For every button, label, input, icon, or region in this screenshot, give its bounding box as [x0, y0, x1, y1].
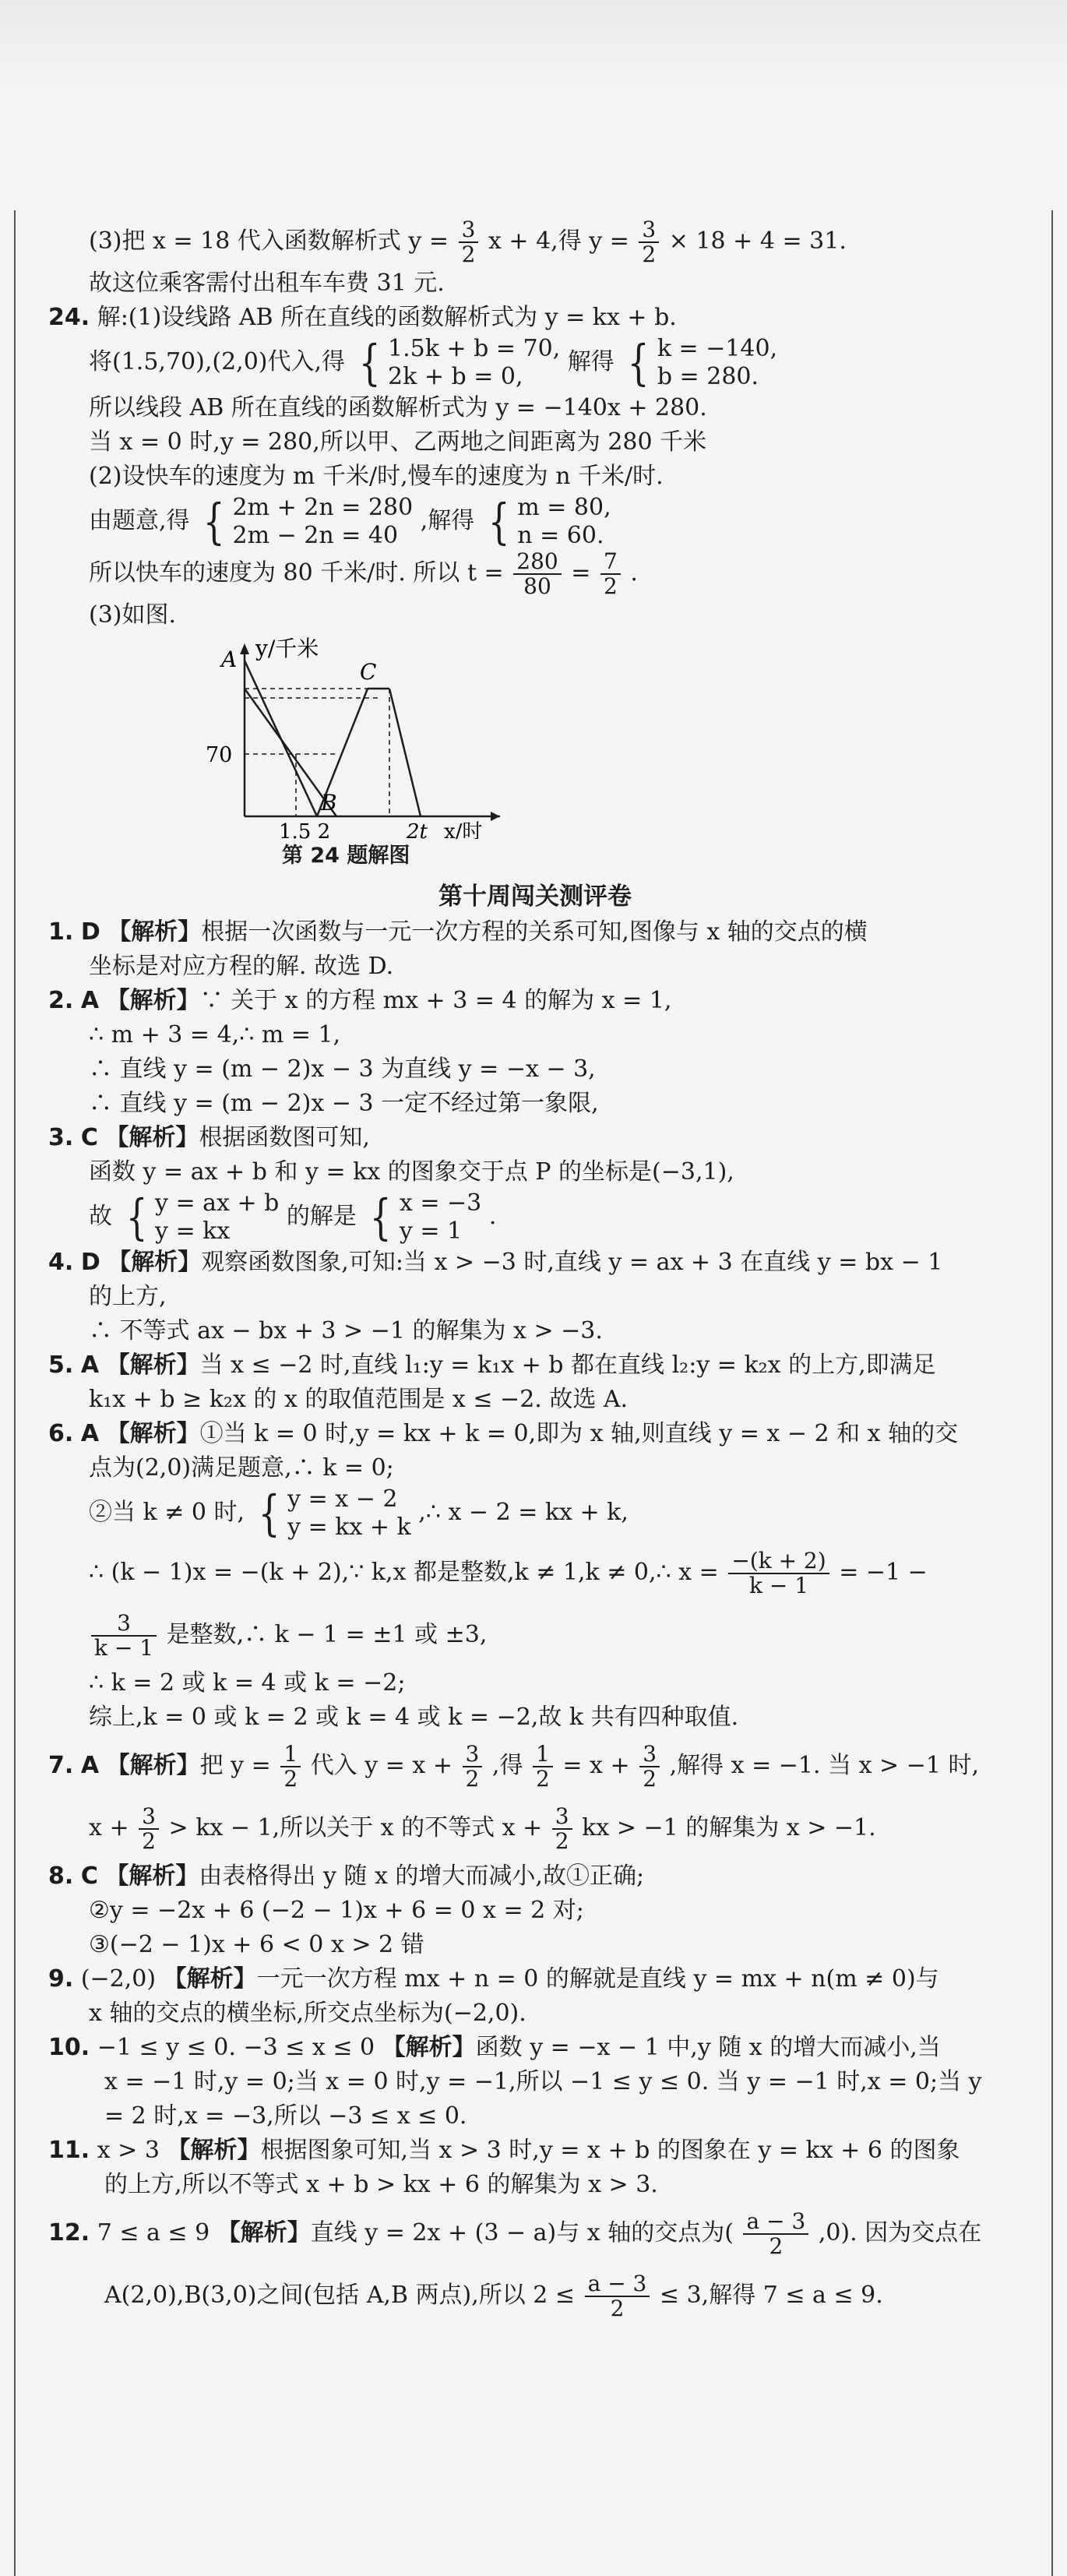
- answer-12-line-1: 12. 7 ≤ a ≤ 9 【解析】直线 y = 2x + (3 − a)与 x 轴的交点为( $\frac{a - 3}{2}$ ,0). 因为交点在: [48, 2208, 982, 2259]
- distance-time-graph: [173, 633, 562, 839]
- answer-10-line-3: = 2 时,x = −3,所以 −3 ≤ x ≤ 0.: [104, 2102, 467, 2130]
- answer-2-line-3: ∴ 直线 y = (m − 2)x − 3 为直线 y = −x − 3,: [89, 1055, 596, 1083]
- answer-6-line-5: $\frac{3}{k - 1}$ 是整数,∴ k − 1 = ±1 或 ±3,: [48, 1604, 1022, 1666]
- q24-line-5: (2)设快车的速度为 m 千米/时,慢车的速度为 n 千米/时.: [89, 463, 664, 490]
- answer-8-line-3: ③(−2 − 1)x + 6 < 0 x > 2 错: [89, 1931, 424, 1958]
- answer-9-line-2: x 轴的交点的横坐标,所交点坐标为(−2,0).: [89, 2000, 526, 2027]
- answer-11-line-2: 的上方,所以不等式 x + b > kx + 6 的解集为 x > 3.: [104, 2171, 658, 2198]
- answer-10-line-2: x = −1 时,y = 0;当 x = 0 时,y = −1,所以 −1 ≤ y ≤ 0. 当 y = −1 时,x = 0;当 y: [104, 2068, 982, 2095]
- fraction: $\frac{3}{2}$: [463, 1743, 483, 1791]
- fraction: $\frac{3}{2}$: [459, 218, 479, 266]
- fraction: $\frac{-(k + 2)}{k - 1}$: [728, 1549, 829, 1598]
- page-content: [48, 218, 1022, 2327]
- q24-line-1: 24. 解:(1)设线路 AB 所在直线的函数解析式为 y = kx + b.: [48, 304, 677, 331]
- answer-2-line-2: ∴ m + 3 = 4,∴ m = 1,: [89, 1021, 341, 1048]
- point-B-label: B: [321, 790, 337, 816]
- fraction: $\frac{7}{2}$: [600, 550, 621, 598]
- answer-3-line-3: 故 { y = ax + b y = kx 的解是 { x = −3 y = 1 .: [89, 1189, 497, 1246]
- q24-line-6: 由题意,得 { 2m + 2n = 280 2m − 2n = 40 ,解得 { m = 80, n = 60.: [89, 493, 611, 550]
- answer-2-line-4: ∴ 直线 y = (m − 2)x − 3 一定不经过第一象限,: [89, 1090, 599, 1117]
- equation-system: { y = x − 2 y = kx + k: [258, 1485, 411, 1542]
- q24-line-7: 所以快车的速度为 80 千米/时. 所以 t = $\frac{280}{80}$ = $\frac{7}{2}$ .: [89, 548, 638, 599]
- q24-line-4: 当 x = 0 时,y = 280,所以甲、乙两地之间距离为 280 千米: [89, 428, 707, 456]
- answer-7-line-1: 7. A 【解析】把 y = $\frac{1}{2}$ 代入 y = x + $\frac{3}{2}$ ,得 $\frac{1}{2}$ = x + $\frac{3}{2}$ ,解得 x = −1. 当 x > −1 时,: [48, 1741, 980, 1792]
- answer-6-line-4: ∴ (k − 1)x = −(k + 2),∵ k,x 都是整数,k ≠ 1,k ≠ 0,∴ x = $\frac{-(k + 2)}{k - 1}$ = −1 −: [89, 1548, 928, 1598]
- fraction: $\frac{a - 3}{2}$: [585, 2272, 650, 2321]
- solution-system: { k = −140, b = 280.: [628, 334, 778, 391]
- answer-8-line-1: 8. C 【解析】由表格得出 y 随 x 的增大而减小,故①正确;: [48, 1862, 645, 1890]
- solution-system: { m = 80, n = 60.: [488, 493, 611, 550]
- answer-7-line-2: x + $\frac{3}{2}$ > kx − 1,所以关于 x 的不等式 x + $\frac{3}{2}$ kx > −1 的解集为 x > −1.: [89, 1803, 876, 1854]
- right-margin-rule: [1051, 210, 1053, 2576]
- equation-system: { 1.5k + b = 70, 2k + b = 0,: [358, 334, 561, 391]
- fraction: $\frac{280}{80}$: [513, 550, 561, 598]
- point-A-label: A: [221, 647, 238, 672]
- answer-6-line-2: 点为(2,0)满足题意,∴ k = 0;: [89, 1454, 394, 1482]
- answer-6-line-6: ∴ k = 2 或 k = 4 或 k = −2;: [89, 1669, 406, 1697]
- tick-1-5-2: 1.5 2: [279, 820, 331, 839]
- solution-system: { x = −3 y = 1: [370, 1189, 482, 1246]
- answer-4-line-2: 的上方,: [89, 1283, 167, 1310]
- fraction: $\frac{3}{2}$: [552, 1805, 572, 1853]
- answer-10-line-1: 10. −1 ≤ y ≤ 0. −3 ≤ x ≤ 0 【解析】函数 y = −x − 1 中,y 随 x 的增大而减小,当: [48, 2034, 941, 2061]
- answer-6-line-1: 6. A 【解析】①当 k = 0 时,y = kx + k = 0,即为 x 轴,则直线 y = x − 2 和 x 轴的交: [48, 1420, 959, 1447]
- section-title: 第十周闯关测评卷: [438, 883, 632, 911]
- fraction: $\frac{1}{2}$: [280, 1743, 301, 1791]
- equation-system: { y = ax + b y = kx: [125, 1189, 280, 1246]
- left-margin-rule: [14, 210, 16, 2576]
- answer-5-line-2: k₁x + b ≥ k₂x 的 x 的取值范围是 x ≤ −2. 故选 A.: [89, 1386, 629, 1413]
- fraction: $\frac{1}{2}$: [533, 1743, 553, 1791]
- question-number: 24.: [48, 304, 90, 331]
- answer-3-line-2: 函数 y = ax + b 和 y = kx 的图象交于点 P 的坐标是(−3,1),: [89, 1158, 734, 1186]
- q24-graph: [48, 633, 1022, 839]
- answer-8-line-2: ②y = −2x + 6 (−2 − 1)x + 6 = 0 x = 2 对;: [89, 1897, 584, 1924]
- answer-2-line-1: 2. A 【解析】∵ 关于 x 的方程 mx + 3 = 4 的解为 x = 1,: [48, 987, 672, 1014]
- q24-line-2: 将(1.5,70),(2,0)代入,得 { 1.5k + b = 70, 2k + b = 0, 解得 { k = −140, b = 280.: [89, 334, 778, 391]
- y-axis-arrow: [240, 643, 249, 654]
- answer-1-line-2: 坐标是对应方程的解. 故选 D.: [89, 953, 394, 980]
- q23-line-1: (3)把 x = 18 代入函数解析式 y = $\frac{3}{2}$ x + 4,得 y = $\frac{3}{2}$ × 18 + 4 = 31.: [89, 217, 847, 267]
- fraction: $\frac{a - 3}{2}$: [743, 2210, 808, 2258]
- x-axis-arrow: [491, 812, 500, 821]
- answer-5-line-1: 5. A 【解析】当 x ≤ −2 时,直线 l₁:y = k₁x + b 都在直线 l₂:y = k₂x 的上方,即满足: [48, 1351, 936, 1379]
- segment-C-down: [389, 689, 421, 816]
- fraction: $\frac{3}{2}$: [639, 218, 659, 266]
- y-axis-label: y/千米: [255, 636, 319, 661]
- equation-system: { 2m + 2n = 280 2m − 2n = 40: [203, 493, 414, 550]
- q23-line-2: 故这位乘客需付出租车车费 31 元.: [89, 270, 445, 297]
- answer-3-line-1: 3. C 【解析】根据函数图可知,: [48, 1124, 370, 1151]
- answer-4-line-1: 4. D 【解析】观察函数图象,可知:当 x > −3 时,直线 y = ax + 3 在直线 y = bx − 1: [48, 1249, 943, 1276]
- fraction: $\frac{3}{k - 1}$: [91, 1612, 157, 1660]
- q24-line-3: 所以线段 AB 所在直线的函数解析式为 y = −140x + 280.: [89, 394, 707, 421]
- answer-6-line-7: 综上,k = 0 或 k = 2 或 k = 4 或 k = −2,故 k 共有四种取值.: [89, 1704, 739, 1731]
- tick-2t: 2t: [407, 820, 428, 839]
- answer-6-line-3: ②当 k ≠ 0 时, { y = x − 2 y = kx + k ,∴ x − 2 = kx + k,: [89, 1485, 629, 1542]
- fraction: $\frac{3}{2}$: [639, 1743, 660, 1791]
- figure-caption: 第 24 题解图: [282, 844, 410, 868]
- answer-1-line-1: 1. D 【解析】根据一次函数与一元一次方程的关系可知,图像与 x 轴的交点的横: [48, 918, 868, 946]
- point-C-label: C: [360, 659, 377, 685]
- q24-line-8: (3)如图.: [89, 601, 177, 629]
- tick-70: 70: [206, 743, 233, 767]
- fraction: $\frac{3}{2}$: [139, 1805, 159, 1853]
- answer-11-line-1: 11. x > 3 【解析】根据图象可知,当 x > 3 时,y = x + b 的图象在 y = kx + 6 的图象: [48, 2137, 960, 2164]
- answer-12-line-2: A(2,0),B(3,0)之间(包括 A,B 两点),所以 2 ≤ $\frac{a - 3}{2}$ ≤ 3,解得 7 ≤ a ≤ 9.: [104, 2271, 883, 2321]
- answer-4-line-3: ∴ 不等式 ax − bx + 3 > −1 的解集为 x > −3.: [89, 1317, 603, 1344]
- answer-9-line-1: 9. (−2,0) 【解析】一元一次方程 mx + n = 0 的解就是直线 y = mx + n(m ≠ 0)与: [48, 1965, 939, 1993]
- x-axis-label: x/时: [444, 820, 483, 839]
